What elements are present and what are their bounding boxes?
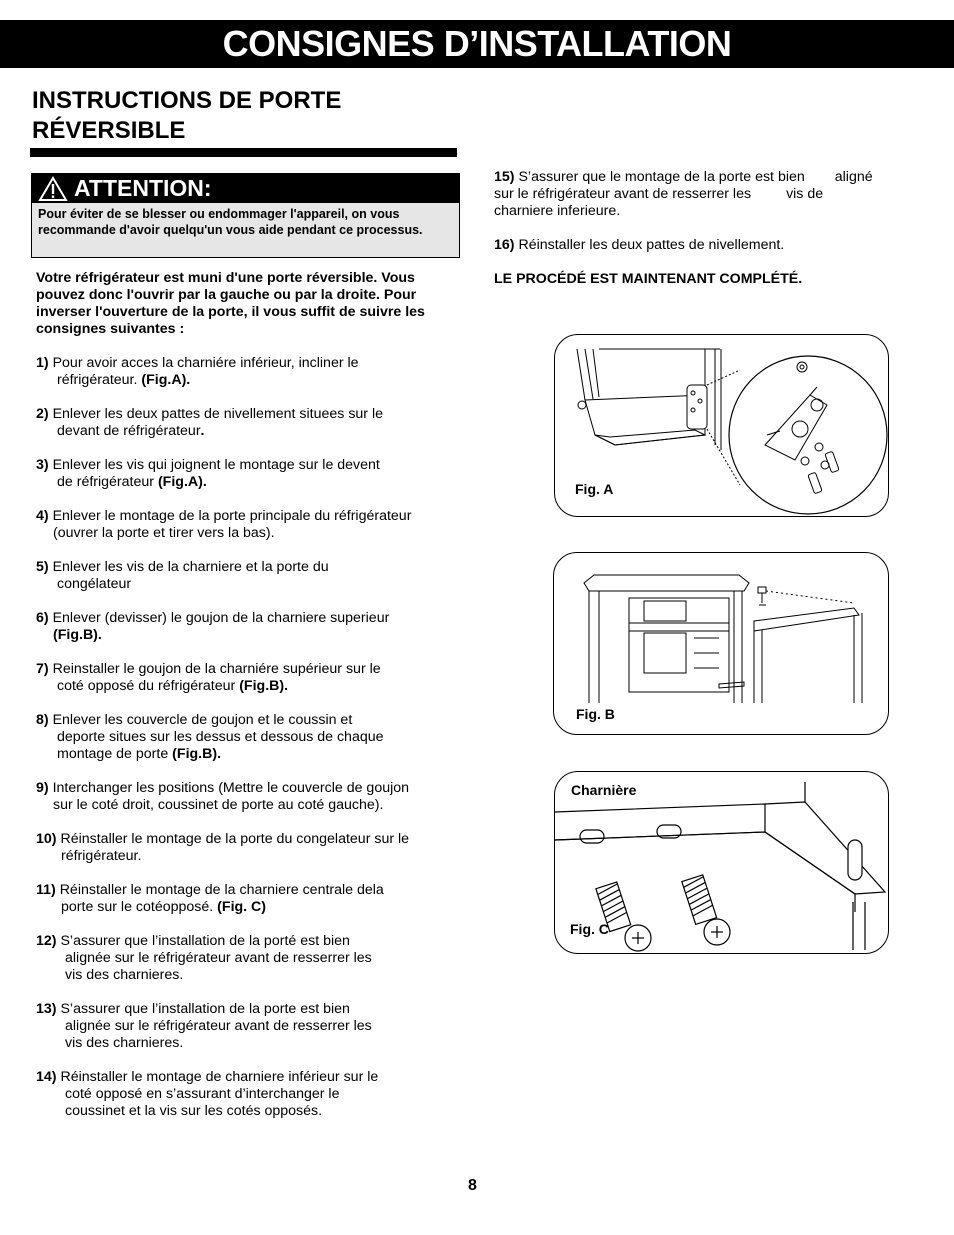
section-rule: [30, 148, 457, 157]
step-text: Réinstaller le montage de charniere inférieur sur le: [60, 1069, 379, 1085]
step-10: [36, 831, 461, 865]
step-text-cont: vis des charnieres.: [65, 967, 184, 983]
step-text-cont: coté opposé en s’assurant d’interchanger le: [65, 1086, 340, 1102]
step-text: Pour avoir acces la charniére inférieur, incliner le: [52, 355, 359, 371]
instructions-left: [36, 270, 461, 1137]
step-text: S’assurer que l’installation de la porte est bien: [60, 1001, 350, 1017]
figure-a-label: Fig. A: [575, 481, 614, 497]
step-number: 16): [494, 237, 515, 253]
step-text-cont: réfrigérateur.: [61, 848, 142, 864]
step-text: Interchanger les positions (Mettre le couvercle de goujon: [52, 780, 410, 796]
attention-label: ATTENTION:: [74, 175, 212, 201]
step-7: [36, 661, 461, 695]
figure-c: [554, 771, 889, 954]
step-text-cont: vis des charnieres.: [65, 1035, 184, 1051]
step-13: [36, 1001, 461, 1052]
step-text: S’assurer que l’installation de la porté est bien: [60, 933, 350, 949]
step-number: 5): [36, 559, 49, 575]
step-text-cont: montage de porte (Fig.B).: [57, 746, 222, 762]
step-text: Réinstaller le montage de la charniere centrale dela: [59, 882, 384, 898]
step-text-cont: coussinet et la vis sur les cotés opposés.: [65, 1103, 323, 1119]
attention-box: [31, 173, 460, 258]
step-text: Enlever les deux pattes de nivellement situees sur le: [52, 406, 384, 422]
step-text-cont: (ouvrer la porte et tirer vers la bas).: [53, 525, 275, 541]
step-text: Réinstaller le montage de la porte du congelateur sur le: [60, 831, 410, 847]
section-title-line1: INSTRUCTIONS DE PORTE: [32, 87, 342, 114]
step-number: 9): [36, 780, 49, 796]
step-text-cont: sur le coté droit, coussinet de porte au coté gauche).: [53, 797, 384, 813]
figure-ref: (Fig.A).: [157, 474, 207, 490]
step-15: [494, 169, 919, 220]
step-text-cont: porte sur le cotéopposé. (Fig. C): [61, 899, 267, 915]
figure-b-label: Fig. B: [576, 706, 615, 722]
step-text-cont: congélateur: [57, 576, 132, 592]
step-text-cont: de réfrigérateur (Fig.A).: [57, 474, 207, 490]
page-number: 8: [468, 1177, 477, 1194]
step-text: aligné: [834, 169, 873, 185]
step-text-cont: alignée sur le réfrigérateur avant de resserrer les: [65, 950, 372, 966]
step-text-cont: coté opposé du réfrigérateur (Fig.B).: [57, 678, 289, 694]
figure-b: [553, 552, 889, 735]
step-3: [36, 457, 461, 491]
step-4: [36, 508, 461, 542]
section-title: [32, 86, 462, 146]
section-title-line2: RÉVERSIBLE: [32, 117, 186, 144]
step-text: Reinstaller le goujon de la charniére supérieur sur le: [52, 661, 381, 677]
step-8: [36, 712, 461, 763]
figure-ref: (Fig.B).: [172, 746, 222, 762]
figure-c-title: Charnière: [571, 782, 637, 798]
step-number: 11): [36, 882, 56, 898]
step-number: 12): [36, 933, 57, 949]
attention-text: Pour éviter de se blesser ou endommager l'appareil, on vous recommande d'avoir quelqu'un vous aide pendant ce processus.: [38, 207, 423, 237]
step-text: S’assurer que le montage de la porte est bien: [518, 169, 805, 185]
figure-ref: (Fig.A).: [141, 372, 191, 388]
step-text-cont: alignée sur le réfrigérateur avant de resserrer les: [65, 1018, 372, 1034]
step-16: [494, 237, 919, 254]
step-text: Enlever le montage de la porte principale du réfrigérateur: [52, 508, 412, 524]
step-text: sur le réfrigérateur avant de resserrer les: [494, 186, 752, 202]
figure-c-label: Fig. C: [570, 921, 609, 937]
step-number: 4): [36, 508, 49, 524]
figure-ref: (Fig.B).: [53, 627, 102, 643]
step-14: [36, 1069, 461, 1120]
figure-a: [554, 334, 889, 517]
step-number: 2): [36, 406, 49, 422]
step-text-cont: réfrigérateur. (Fig.A).: [57, 372, 191, 388]
step-1: [36, 355, 461, 389]
step-11: [36, 882, 461, 916]
step-9: [36, 780, 461, 814]
step-text-cont: deporte situes sur les dessus et dessous de chaque: [57, 729, 384, 745]
step-text: vis de: [786, 186, 824, 202]
step-5: [36, 559, 461, 593]
step-number: 13): [36, 1001, 57, 1017]
step-6: [36, 610, 461, 644]
step-text: Enlever les vis qui joignent le montage sur le devent: [52, 457, 380, 473]
step-number: 3): [36, 457, 49, 473]
step-number: 14): [36, 1069, 57, 1085]
figure-ref: (Fig.B).: [239, 678, 289, 694]
step-text: Réinstaller les deux pattes de nivellement.: [518, 237, 785, 253]
completion-text: LE PROCÉDÉ EST MAINTENANT COMPLÉTÉ.: [494, 271, 803, 287]
step-number: 7): [36, 661, 49, 677]
intro-text: Votre réfrigérateur est muni d'une porte réversible. Vous pouvez donc l'ouvrir par la gauche ou par la droite. Pour inverser l'ouverture de la porte, il vous suffit de suivre les consignes suivantes :: [36, 270, 425, 337]
step-text: Enlever les vis de la charniere et la porte du: [52, 559, 329, 575]
instructions-right: [494, 169, 919, 288]
warning-icon: [38, 176, 68, 202]
figure-ref: (Fig. C): [217, 899, 267, 915]
step-number: 10): [36, 831, 57, 847]
step-2: [36, 406, 461, 440]
step-number: 15): [494, 169, 515, 185]
step-12: [36, 933, 461, 984]
step-number: 1): [36, 355, 49, 371]
step-text-cont: devant de réfrigérateur.: [57, 423, 205, 439]
attention-header: [32, 174, 459, 203]
step-text: charniere inferieure.: [494, 203, 621, 219]
step-text: Enlever (devisser) le goujon de la charniere superieur: [52, 610, 390, 626]
step-number: 6): [36, 610, 49, 626]
page-header: CONSIGNES D’INSTALLATION: [0, 20, 954, 68]
step-number: 8): [36, 712, 49, 728]
step-text: Enlever les couvercle de goujon et le coussin et: [52, 712, 353, 728]
